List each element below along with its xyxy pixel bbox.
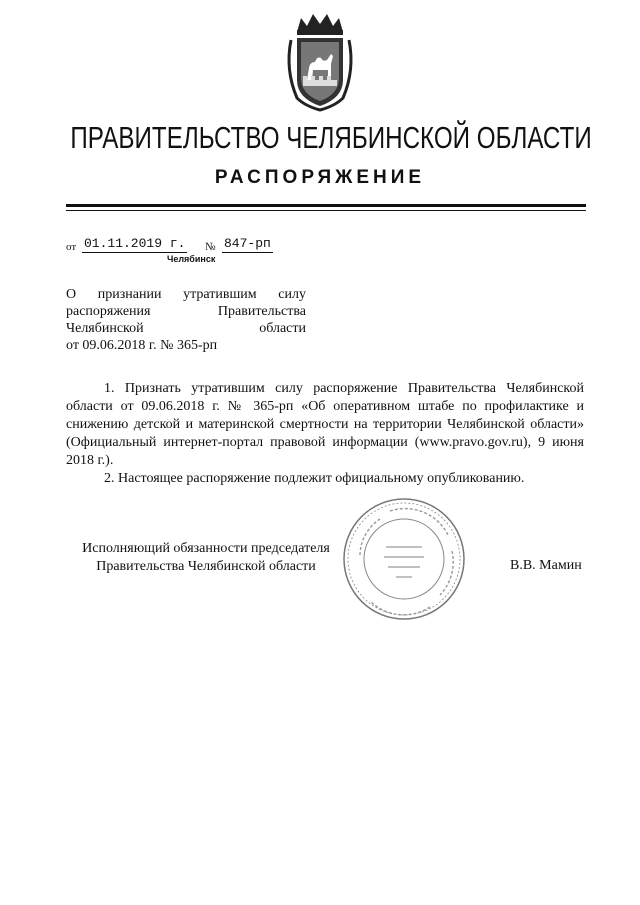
signatory-name: В.В. Мамин [510,558,582,573]
signatory-position [66,540,346,576]
document-body [66,380,584,488]
subject-line: Челябинской области [66,321,306,336]
document-number: 847-рп [224,236,271,251]
subject-line: распоряжения Правительства [66,304,306,319]
body-paragraph: 2. Настоящее распоряжение подлежит официальному опубликованию. [104,471,525,486]
body-paragraph: 1. Признать утратившим силу распоряжение Правительства Челябинской области от 09.06.2018 г. № 365-рп «Об оперативном штабе по профилактике и снижению детской и материнской смертности на территории Челябинской области» (Официальный интернет-портал правовой информации (www.pravo.gov.ru), 9 июня 2018 г.). [66,381,584,468]
date-label: от [66,241,77,253]
official-seal-icon [340,495,468,623]
chelyabinsk-coat-of-arms-icon [283,10,357,112]
document-subject [66,286,306,354]
signatory-position-line: Правительства Челябинской области [96,559,316,574]
number-label: № [205,241,216,253]
city-name: Челябинск [167,254,216,264]
document-meta [66,236,326,254]
document-type: РАСПОРЯЖЕНИЕ [214,167,426,188]
subject-line: О признании утратившим силу [66,287,306,302]
document-date: 01.11.2019 г. [84,236,186,251]
signatory-position-line: Исполняющий обязанности председателя [82,541,330,556]
header-rule-thin [66,210,586,211]
subject-line: от 09.06.2018 г. № 365-рп [66,338,218,353]
organization-title: ПРАВИТЕЛЬСТВО ЧЕЛЯБИНСКОЙ ОБЛАСТИ [70,120,592,155]
header-rule-thick [66,204,586,207]
